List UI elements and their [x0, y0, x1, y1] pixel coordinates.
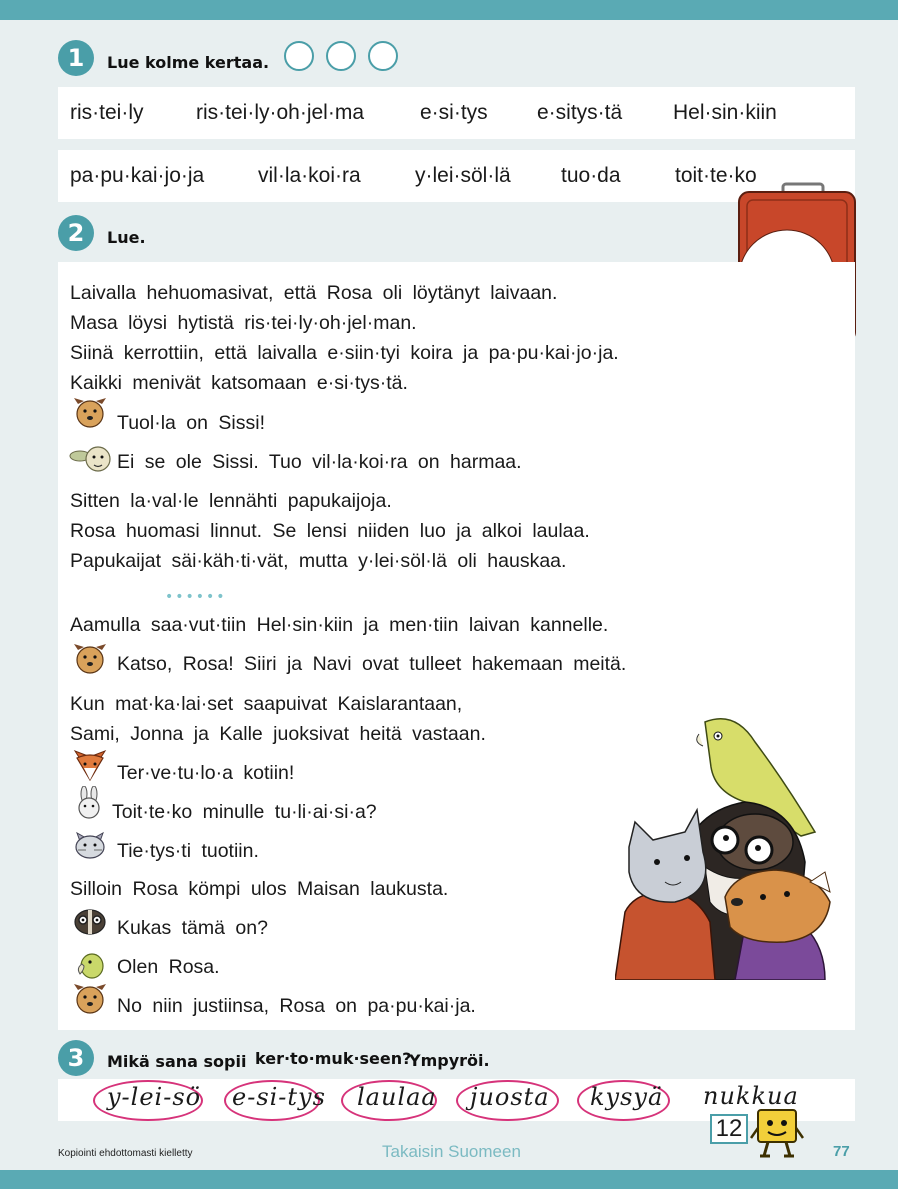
dog-face-icon	[72, 396, 108, 430]
exercise-3-instruction-part1: Mikä sana sopii	[107, 1052, 247, 1071]
story-line: Rosa huomasi linnut. Se lensi niiden luo ja alkoi laulaa.	[70, 520, 590, 542]
word: pa·pu·kai·jo·ja	[70, 164, 205, 187]
parrot-face-icon	[74, 948, 106, 982]
badger-face-icon	[72, 904, 108, 938]
level-number-box: 12	[710, 1114, 748, 1144]
word-row-1	[58, 87, 855, 139]
dog-face-icon	[72, 982, 108, 1016]
story-line: Kukas tämä on?	[117, 917, 268, 939]
story-line: Katso, Rosa! Siiri ja Navi ovat tulleet hakemaan meitä.	[117, 653, 627, 675]
story-line: Tuol·la on Sissi!	[117, 412, 265, 434]
word: ris·tei·ly	[70, 101, 144, 124]
exercise-3-instruction-part2: ker·to·muk·seen?	[255, 1049, 412, 1068]
story-line: Aamulla saa·vut·tiin Hel·sin·kiin ja men·tiin laivan kannelle.	[70, 614, 609, 636]
exercise-number-2: 2	[58, 215, 94, 251]
robot-mascot-icon	[750, 1108, 804, 1158]
story-line: Toit·te·ko minulle tu·li·ai·si·a?	[112, 801, 377, 823]
section-divider-dots: ••••••	[165, 589, 227, 605]
story-line: Ter·ve·tu·lo·a kotiin!	[117, 762, 295, 784]
word: tuo·da	[561, 164, 621, 187]
story-line: Olen Rosa.	[117, 956, 220, 978]
answer-word[interactable]: e-si-tys	[232, 1083, 326, 1111]
story-line: Sami, Jonna ja Kalle juoksivat heitä vastaan.	[70, 723, 486, 745]
dog-face-icon	[72, 642, 108, 676]
answer-word[interactable]: kysyä	[590, 1083, 664, 1111]
bottom-bar	[0, 1170, 898, 1189]
sheep-face-icon	[68, 442, 114, 476]
page-number: 77	[833, 1143, 850, 1160]
word: e·sitys·tä	[537, 101, 623, 124]
story-line: Ei se ole Sissi. Tuo vil·la·koi·ra on harmaa.	[117, 451, 522, 473]
cat-face-icon	[72, 828, 108, 862]
copyright-notice: Kopiointi ehdottomasti kielletty	[58, 1148, 193, 1159]
fox-face-icon	[72, 748, 108, 782]
rabbit-face-icon	[74, 786, 104, 820]
story-line: No niin justiinsa, Rosa on pa·pu·kai·ja.	[117, 995, 476, 1017]
word: toit·te·ko	[675, 164, 757, 187]
answer-word[interactable]: laulaa	[357, 1083, 437, 1111]
story-line: Laivalla hehuomasivat, että Rosa oli löytänyt laivaan.	[70, 282, 558, 304]
exercise-3-instruction-part3: Ympyröi.	[409, 1051, 490, 1070]
reading-check-circle-3[interactable]	[368, 41, 398, 71]
animals-with-parrot-illustration	[615, 712, 840, 980]
exercise-number-1: 1	[58, 40, 94, 76]
story-line: Kun mat·ka·lai·set saapuivat Kaislarantaan,	[70, 693, 463, 715]
top-bar	[0, 0, 898, 20]
reading-check-circle-1[interactable]	[284, 41, 314, 71]
exercise-2-instruction: Lue.	[107, 228, 146, 247]
story-line: Tie·tys·ti tuotiin.	[117, 840, 259, 862]
story-line: Masa löysi hytistä ris·tei·ly·oh·jel·man.	[70, 312, 417, 334]
book-title: Takaisin Suomeen	[382, 1142, 521, 1161]
exercise-1-instruction: Lue kolme kertaa.	[107, 53, 270, 72]
word: y·lei·söl·lä	[415, 164, 511, 187]
story-line: Sitten la·val·le lennähti papukaijoja.	[70, 490, 392, 512]
exercise-number-3: 3	[58, 1040, 94, 1076]
story-line: Siinä kerrottiin, että laivalla e·siin·tyi koira ja pa·pu·kai·jo·ja.	[70, 342, 619, 364]
answer-word[interactable]: juosta	[470, 1083, 550, 1111]
answer-word[interactable]: y-lei-sö	[107, 1083, 202, 1111]
story-line: Kaikki menivät katsomaan e·si·tys·tä.	[70, 372, 408, 394]
story-line: Silloin Rosa kömpi ulos Maisan laukusta.	[70, 878, 449, 900]
word: Hel·sin·kiin	[673, 101, 777, 124]
reading-check-circle-2[interactable]	[326, 41, 356, 71]
story-line: Papukaijat säi·käh·ti·vät, mutta y·lei·söl·lä oli hauskaa.	[70, 550, 567, 572]
word: ris·tei·ly·oh·jel·ma	[196, 101, 365, 124]
answer-word[interactable]: nukkua	[703, 1082, 799, 1110]
word: e·si·tys	[420, 101, 488, 124]
word: vil·la·koi·ra	[258, 164, 361, 187]
